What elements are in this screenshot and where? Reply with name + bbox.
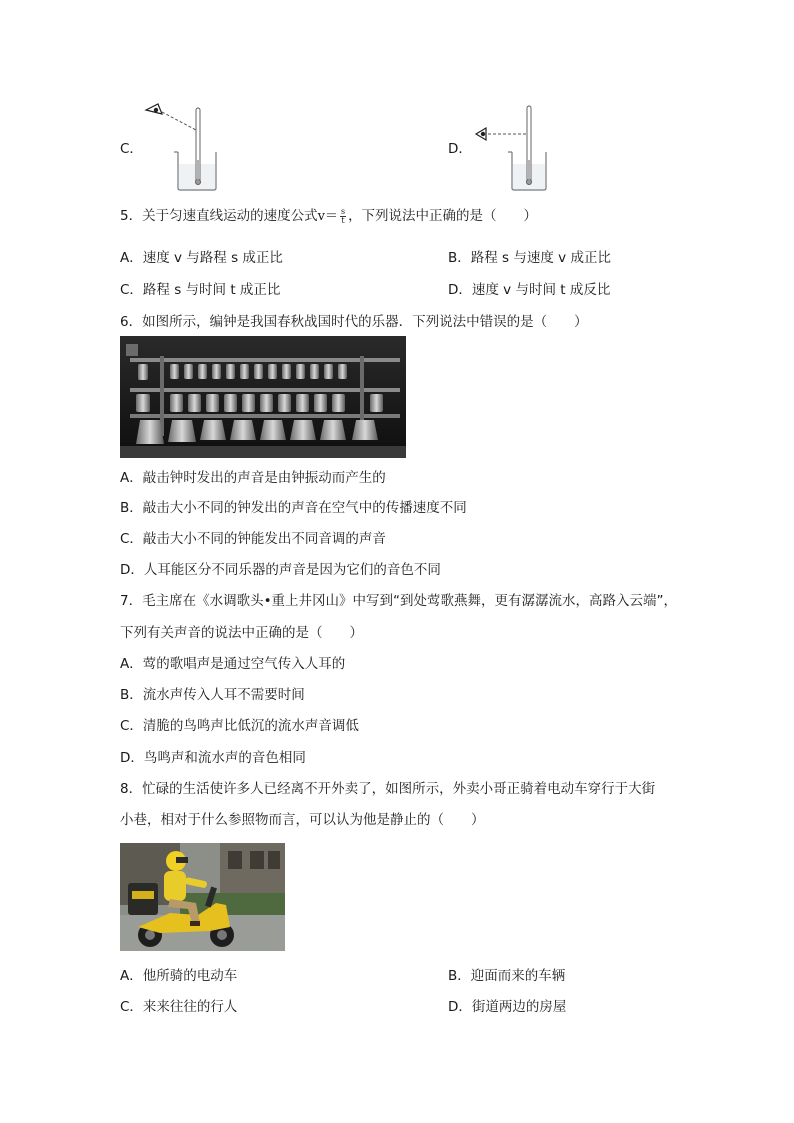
q8-option-d[interactable]: D．街道两边的房屋 xyxy=(448,999,567,1015)
q5-stem-suffix: ，下列说法中正确的是（ ） xyxy=(348,208,538,224)
q8-option-c[interactable]: C．来来往往的行人 xyxy=(120,999,238,1015)
eye-icon xyxy=(146,104,162,114)
q5-option-d[interactable]: D．速度 v 与时间 t 成反比 xyxy=(448,282,611,298)
q6-option-b[interactable]: B．敲击大小不同的钟发出的声音在空气中的传播速度不同 xyxy=(120,500,467,516)
q5-stem-prefix: 5．关于匀速直线运动的速度公式 xyxy=(120,208,318,224)
formula-lhs: v＝ xyxy=(317,209,338,224)
q5-option-b[interactable]: B．路程 s 与速度 v 成正比 xyxy=(448,250,611,266)
formula-fraction xyxy=(340,208,346,225)
formula-denominator: t xyxy=(341,216,345,225)
q6-bianzhong-photo xyxy=(120,336,406,458)
q8-delivery-rider-photo xyxy=(120,843,285,951)
q8-option-b[interactable]: B．迎面而来的车辆 xyxy=(448,968,566,984)
q8-stem-line1: 8．忙碌的生活使许多人已经离不开外卖了，如图所示，外卖小哥正骑着电动车穿行于大街 xyxy=(120,781,656,797)
q7-stem-line2: 下列有关声音的说法中正确的是（ ） xyxy=(120,625,363,641)
q4-figure-d-thermometer-reading xyxy=(472,100,562,195)
q6-option-c[interactable]: C．敲击大小不同的钟能发出不同音调的声音 xyxy=(120,531,386,547)
q4-figure-c-thermometer-reading xyxy=(140,100,230,195)
q7-stem-line1: 7．毛主席在《水调歌头•重上井冈山》中写到“到处莺歌燕舞，更有潺潺流水，高路入云端”， xyxy=(120,593,678,609)
q7-option-d[interactable]: D．鸟鸣声和流水声的音色相同 xyxy=(120,750,306,766)
q6-stem: 6．如图所示，编钟是我国春秋战国时代的乐器．下列说法中错误的是（ ） xyxy=(120,314,588,330)
q4-option-c-label: C． xyxy=(120,141,143,157)
q7-option-c[interactable]: C．清脆的鸟鸣声比低沉的流水声音调低 xyxy=(120,718,359,734)
q6-option-d[interactable]: D．人耳能区分不同乐器的声音是因为它们的音色不同 xyxy=(120,562,441,578)
q7-option-a[interactable]: A．莺的歌唱声是通过空气传入人耳的 xyxy=(120,656,346,672)
q8-option-a[interactable]: A．他所骑的电动车 xyxy=(120,968,238,984)
q8-stem-line2: 小巷，相对于什么参照物而言，可以认为他是静止的（ ） xyxy=(120,812,485,828)
q7-option-b[interactable]: B．流水声传入人耳不需要时间 xyxy=(120,687,305,703)
sight-line xyxy=(162,112,196,130)
q4-option-d-label: D． xyxy=(448,141,472,157)
q5-formula xyxy=(318,209,348,224)
eye-icon xyxy=(476,128,486,140)
q6-option-a[interactable]: A．敲击钟时发出的声音是由钟振动而产生的 xyxy=(120,470,386,486)
q5-stem xyxy=(120,207,537,226)
formula-numerator: s xyxy=(340,207,346,216)
q5-option-a[interactable]: A．速度 v 与路程 s 成正比 xyxy=(120,250,283,266)
q5-option-c[interactable]: C．路程 s 与时间 t 成正比 xyxy=(120,282,281,298)
